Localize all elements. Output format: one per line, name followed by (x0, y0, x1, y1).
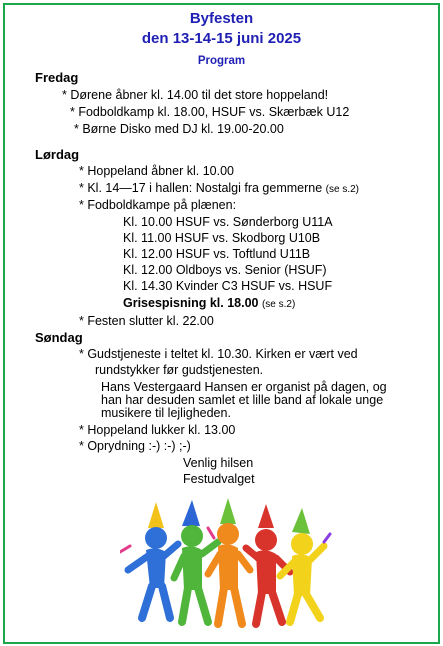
list-item: * Fodboldkampe på plænen: (79, 198, 237, 212)
list-item: * Børne Disko med DJ kl. 19.00-20.00 (74, 122, 284, 136)
day-heading-loerdag: Lørdag (35, 147, 80, 162)
list-item-text: * Kl. 14—17 i hallen: Nostalgi fra gemmerne (79, 181, 323, 195)
match-item: Kl. 12.00 HSUF vs. Toftlund U11B (123, 247, 311, 261)
party-figures-illustration (120, 498, 332, 628)
match-item: Kl. 12.00 Oldboys vs. Senior (HSUF) (123, 263, 327, 277)
organist-note: Hans Vestergaard Hansen er organist på dagen, og (101, 380, 387, 394)
page-reference: (se s.2) (261, 299, 296, 310)
page-title: Byfesten (189, 10, 254, 27)
day-heading-soendag: Søndag (35, 330, 83, 345)
list-item: * Dørene åbner kl. 14.00 til det store hoppeland! (62, 88, 329, 102)
page-reference: (se s.2) (325, 184, 360, 195)
match-item: Kl. 10.00 HSUF vs. Sønderborg U11A (123, 215, 333, 229)
closing-signature: Festudvalget (183, 472, 255, 486)
match-item: Kl. 11.00 HSUF vs. Skodborg U10B (123, 231, 321, 245)
list-item: * Festen slutter kl. 22.00 (79, 314, 214, 328)
list-item: * Gudstjeneste i teltet kl. 10.30. Kirken er vært ved (79, 347, 358, 361)
closing-greeting: Venlig hilsen (183, 456, 254, 470)
day-heading-fredag: Fredag (35, 70, 79, 85)
party-hat-icon (258, 504, 274, 528)
list-item: * Hoppeland lukker kl. 13.00 (79, 423, 236, 437)
list-item (123, 296, 295, 312)
list-item (79, 181, 359, 197)
event-date: den 13-14-15 juni 2025 (141, 30, 302, 47)
grisespisning-text: Grisespisning kl. 18.00 (123, 296, 259, 310)
match-item: Kl. 14.30 Kvinder C3 HSUF vs. HSUF (123, 279, 333, 293)
party-hat-icon (148, 502, 164, 528)
list-item: * Oprydning :-) :-) ;-) (79, 439, 191, 453)
list-item: * Fodboldkamp kl. 18.00, HSUF vs. Skærbæk U12 (70, 105, 350, 119)
party-hat-icon (292, 508, 310, 534)
organist-note: musikere til lejligheden. (101, 406, 231, 420)
party-hat-icon (220, 498, 236, 524)
list-item-continuation: rundstykker før gudstjenesten. (95, 363, 264, 377)
list-item: * Hoppeland åbner kl. 10.00 (79, 164, 234, 178)
organist-note: han har desuden samlet et lille band af lokale unge (101, 393, 384, 407)
party-hat-icon (182, 500, 200, 526)
program-heading: Program (197, 55, 246, 67)
